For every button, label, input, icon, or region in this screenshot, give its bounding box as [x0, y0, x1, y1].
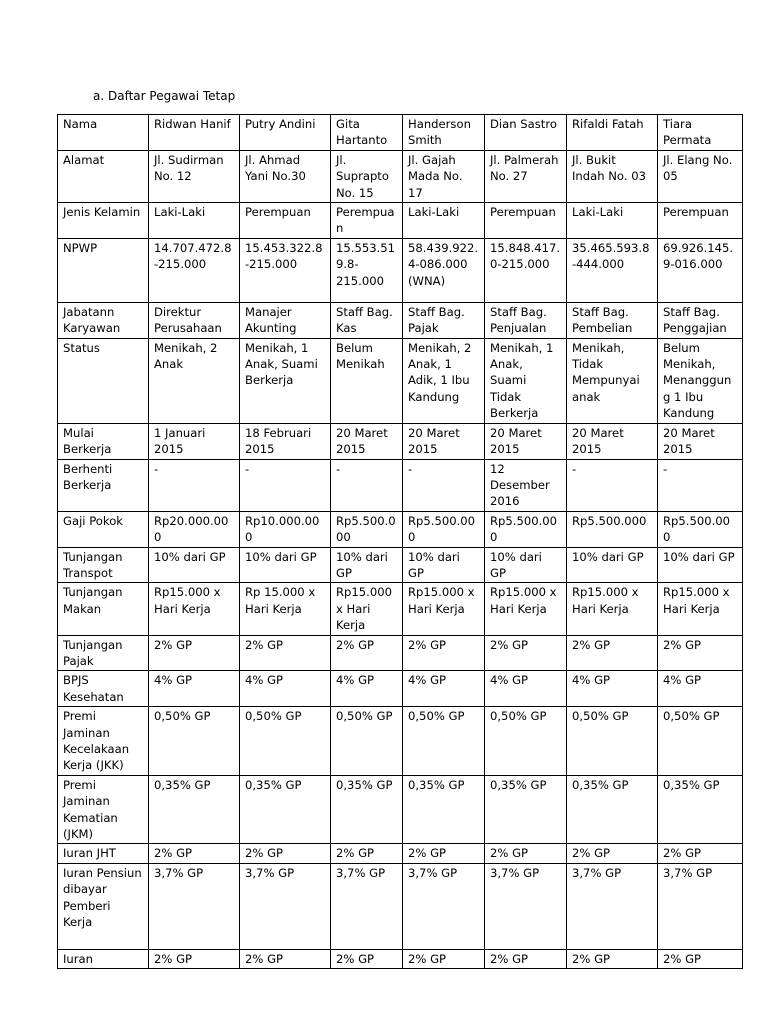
row-label: Tunjangan Transpot — [58, 547, 149, 583]
table-cell: Staff Bag. Pembelian — [567, 302, 658, 338]
table-cell: 20 Maret 2015 — [331, 423, 403, 459]
row-label: Mulai Berkerja — [58, 423, 149, 459]
table-cell: Jl. Gajah Mada No. 17 — [403, 150, 485, 202]
table-cell: 2% GP — [485, 635, 567, 671]
table-cell: Rp15.000 x Hari Kerja — [658, 583, 743, 635]
table-cell: 2% GP — [403, 635, 485, 671]
table-cell: Perempuan — [331, 203, 403, 239]
table-cell: 10% dari GP — [567, 547, 658, 583]
table-cell: Jl. Bukit Indah No. 03 — [567, 150, 658, 202]
table-cell: 2% GP — [485, 844, 567, 863]
table-cell: Dian Sastro — [485, 115, 567, 151]
row-label: Iuran Pensiun dibayar Pemberi Kerja — [58, 863, 149, 949]
table-cell: Laki-Laki — [149, 203, 240, 239]
table-cell: 0,35% GP — [567, 775, 658, 844]
table-cell: Tiara Permata — [658, 115, 743, 151]
table-cell: 18 Februari 2015 — [240, 423, 331, 459]
table-cell: 3,7% GP — [567, 863, 658, 949]
table-cell: 0,50% GP — [403, 707, 485, 776]
table-row — [58, 583, 743, 635]
table-cell: 2% GP — [331, 635, 403, 671]
table-cell: 3,7% GP — [331, 863, 403, 949]
table-cell: 4% GP — [485, 671, 567, 707]
table-cell: 58.439.922.4-086.000 (WNA) — [403, 238, 485, 302]
table-cell: 20 Maret 2015 — [485, 423, 567, 459]
table-cell: 20 Maret 2015 — [403, 423, 485, 459]
table-cell: 2% GP — [567, 844, 658, 863]
table-cell: Staff Bag. Pajak — [403, 302, 485, 338]
table-cell: 4% GP — [567, 671, 658, 707]
table-cell: 20 Maret 2015 — [658, 423, 743, 459]
table-cell: 0,35% GP — [403, 775, 485, 844]
row-label: Jabatann Karyawan — [58, 302, 149, 338]
table-cell: 0,50% GP — [240, 707, 331, 776]
table-cell: 0,35% GP — [331, 775, 403, 844]
table-cell: 10% dari GP — [331, 547, 403, 583]
row-label: Status — [58, 338, 149, 423]
table-cell: Rp15.000 x Hari Kerja — [403, 583, 485, 635]
table-cell: Jl. Elang No. 05 — [658, 150, 743, 202]
table-cell: Menikah, 1 Anak, Suami Berkerja — [240, 338, 331, 423]
table-cell: Manajer Akunting — [240, 302, 331, 338]
table-cell: Staff Bag. Penjualan — [485, 302, 567, 338]
table-cell: Handerson Smith — [403, 115, 485, 151]
table-row — [58, 707, 743, 776]
table-row — [58, 302, 743, 338]
table-cell: Ridwan Hanif — [149, 115, 240, 151]
table-cell: Rp5.500.000 — [403, 511, 485, 547]
table-cell: - — [567, 459, 658, 511]
table-row — [58, 949, 743, 968]
table-cell: 2% GP — [658, 635, 743, 671]
table-cell: Jl. Suprapto No. 15 — [331, 150, 403, 202]
table-row — [58, 238, 743, 302]
table-cell: 14.707.472.8-215.000 — [149, 238, 240, 302]
table-cell: 3,7% GP — [403, 863, 485, 949]
table-cell: - — [149, 459, 240, 511]
table-cell: 3,7% GP — [485, 863, 567, 949]
table-cell: Jl. Sudirman No. 12 — [149, 150, 240, 202]
table-cell: 2% GP — [331, 949, 403, 968]
table-cell: Rp15.000 x Hari Kerja — [567, 583, 658, 635]
employee-table-body — [58, 115, 743, 969]
table-row — [58, 775, 743, 844]
row-label: BPJS Kesehatan — [58, 671, 149, 707]
row-label: NPWP — [58, 238, 149, 302]
table-cell: 3,7% GP — [149, 863, 240, 949]
table-cell: 0,50% GP — [658, 707, 743, 776]
table-cell: Staff Bag. Penggajian — [658, 302, 743, 338]
table-cell: 2% GP — [240, 949, 331, 968]
table-cell: 0,50% GP — [485, 707, 567, 776]
table-cell: Perempuan — [240, 203, 331, 239]
table-cell: Rp20.000.000 — [149, 511, 240, 547]
row-label: Iuran — [58, 949, 149, 968]
table-cell: - — [658, 459, 743, 511]
table-cell: 10% dari GP — [658, 547, 743, 583]
row-label: Alamat — [58, 150, 149, 202]
table-cell: 35.465.593.8-444.000 — [567, 238, 658, 302]
table-row — [58, 150, 743, 202]
table-cell: 2% GP — [567, 635, 658, 671]
table-cell: 3,7% GP — [240, 863, 331, 949]
row-label: Iuran JHT — [58, 844, 149, 863]
table-cell: 10% dari GP — [485, 547, 567, 583]
table-cell: Rp15.000 x Hari Kerja — [485, 583, 567, 635]
table-cell: Rp10.000.000 — [240, 511, 331, 547]
table-cell: 0,35% GP — [149, 775, 240, 844]
table-cell: Menikah, 1 Anak, Suami Tidak Berkerja — [485, 338, 567, 423]
table-cell: Menikah, 2 Anak, 1 Adik, 1 Ibu Kandung — [403, 338, 485, 423]
table-row — [58, 203, 743, 239]
table-cell: Perempuan — [658, 203, 743, 239]
table-cell: Belum Menikah, Menanggung 1 Ibu Kandung — [658, 338, 743, 423]
table-cell: Menikah, Tidak Mempunyai anak — [567, 338, 658, 423]
table-cell: Staff Bag. Kas — [331, 302, 403, 338]
table-row — [58, 459, 743, 511]
table-cell: - — [331, 459, 403, 511]
table-cell: 15.453.322.8-215.000 — [240, 238, 331, 302]
table-cell: Laki-Laki — [403, 203, 485, 239]
table-cell: 0,50% GP — [567, 707, 658, 776]
row-label: Nama — [58, 115, 149, 151]
employee-table — [57, 114, 743, 969]
table-cell: 4% GP — [658, 671, 743, 707]
table-cell: Perempuan — [485, 203, 567, 239]
table-row — [58, 423, 743, 459]
table-cell: 4% GP — [403, 671, 485, 707]
table-cell: - — [403, 459, 485, 511]
table-cell: 1 Januari 2015 — [149, 423, 240, 459]
table-cell: 4% GP — [149, 671, 240, 707]
table-cell: 10% dari GP — [240, 547, 331, 583]
table-cell: 0,50% GP — [149, 707, 240, 776]
table-cell: 2% GP — [149, 635, 240, 671]
table-cell: 4% GP — [240, 671, 331, 707]
table-cell: Rp15.000 x Hari Kerja — [149, 583, 240, 635]
table-cell: Laki-Laki — [567, 203, 658, 239]
table-cell: 12 Desember 2016 — [485, 459, 567, 511]
table-cell: 4% GP — [331, 671, 403, 707]
row-label: Gaji Pokok — [58, 511, 149, 547]
table-cell: 2% GP — [331, 844, 403, 863]
table-cell: 0,35% GP — [485, 775, 567, 844]
table-cell: 2% GP — [403, 949, 485, 968]
table-cell: Menikah, 2 Anak — [149, 338, 240, 423]
table-row — [58, 511, 743, 547]
table-cell: 2% GP — [240, 844, 331, 863]
table-cell: Gita Hartanto — [331, 115, 403, 151]
table-cell: - — [240, 459, 331, 511]
row-label: Tunjangan Pajak — [58, 635, 149, 671]
table-cell: Rp5.500.000 — [658, 511, 743, 547]
table-cell: 0,35% GP — [658, 775, 743, 844]
table-cell: 2% GP — [567, 949, 658, 968]
table-cell: 2% GP — [658, 949, 743, 968]
table-cell: Rp5.500.000 — [485, 511, 567, 547]
table-cell: Jl. Palmerah No. 27 — [485, 150, 567, 202]
table-cell: Rp5.500.000 — [331, 511, 403, 547]
table-cell: 2% GP — [149, 844, 240, 863]
table-cell: Rifaldi Fatah — [567, 115, 658, 151]
table-row — [58, 671, 743, 707]
table-row — [58, 115, 743, 151]
table-cell: 2% GP — [485, 949, 567, 968]
table-cell: Jl. Ahmad Yani No.30 — [240, 150, 331, 202]
table-cell: 2% GP — [403, 844, 485, 863]
table-row — [58, 338, 743, 423]
table-cell: 20 Maret 2015 — [567, 423, 658, 459]
table-cell: Putry Andini — [240, 115, 331, 151]
table-cell: Rp 15.000 x Hari Kerja — [240, 583, 331, 635]
table-cell: 0,50% GP — [331, 707, 403, 776]
table-cell: Direktur Perusahaan — [149, 302, 240, 338]
table-cell: 69.926.145.9-016.000 — [658, 238, 743, 302]
row-label: Tunjangan Makan — [58, 583, 149, 635]
table-row — [58, 635, 743, 671]
table-row — [58, 547, 743, 583]
table-cell: 15.848.417.0-215.000 — [485, 238, 567, 302]
table-cell: 0,35% GP — [240, 775, 331, 844]
table-cell: Rp5.500.000 — [567, 511, 658, 547]
table-row — [58, 844, 743, 863]
table-cell: Belum Menikah — [331, 338, 403, 423]
table-row — [58, 863, 743, 949]
row-label: Jenis Kelamin — [58, 203, 149, 239]
table-cell: 10% dari GP — [149, 547, 240, 583]
row-label: Premi Jaminan Kecelakaan Kerja (JKK) — [58, 707, 149, 776]
row-label: Berhenti Berkerja — [58, 459, 149, 511]
table-cell: 15.553.519.8-215.000 — [331, 238, 403, 302]
section-heading: a. Daftar Pegawai Tetap — [93, 89, 236, 103]
table-cell: Rp15.000 x Hari Kerja — [331, 583, 403, 635]
table-cell: 2% GP — [658, 844, 743, 863]
table-cell: 10% dari GP — [403, 547, 485, 583]
row-label: Premi Jaminan Kematian (JKM) — [58, 775, 149, 844]
table-cell: 2% GP — [240, 635, 331, 671]
table-cell: 3,7% GP — [658, 863, 743, 949]
table-cell: 2% GP — [149, 949, 240, 968]
